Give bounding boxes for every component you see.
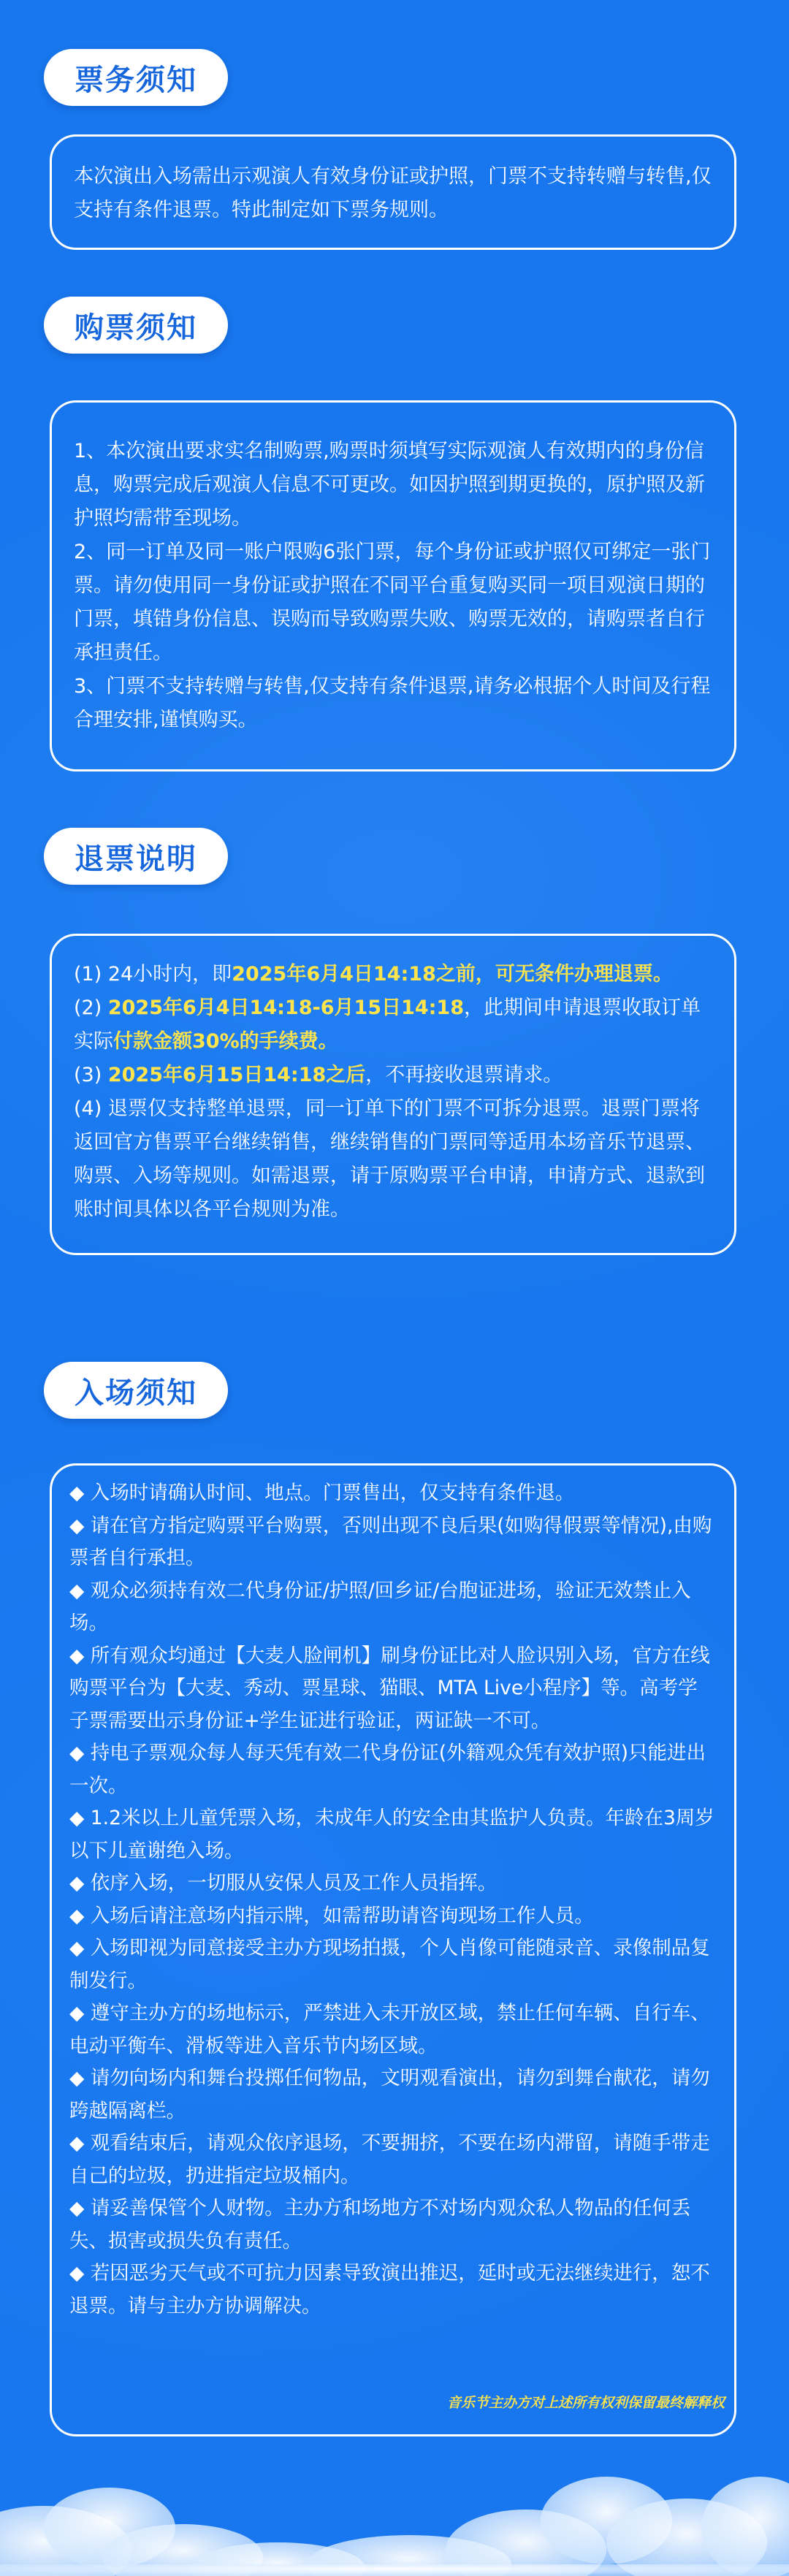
refund-rule-3: (3) 2025年6月15日14:18之后，不再接收退票请求。 [74, 1064, 563, 1086]
entry-rule: ◆ 遵守主办方的场地标示，严禁进入未开放区域，禁止任何车辆、自行车、电动平衡车、滑板等进入音乐节内场区域。 [69, 2002, 710, 2057]
entry-rule: ◆ 请勿向场内和舞台投掷任何物品，文明观看演出，请勿到舞台献花，请勿跨越隔离栏。 [69, 2067, 710, 2122]
entry-rule: ◆ 1.2米以上儿童凭票入场，未成年人的安全由其监护人负责。年龄在3周岁以下儿童谢绝入场。 [69, 1807, 714, 1862]
refund-rule-1: (1) 24小时内，即2025年6月4日14:18之前，可无条件办理退票。 [74, 963, 673, 986]
entry-rule: ◆ 入场时请确认时间、地点。门票售出，仅支持有条件退。 [69, 1482, 575, 1504]
refund-notice-panel [50, 934, 736, 1255]
entry-rule: ◆ 入场后请注意场内指示牌，如需帮助请咨询现场工作人员。 [69, 1904, 594, 1927]
entry-rule: ◆ 若因恶劣天气或不可抗力因素导致演出推迟，延时或无法继续进行，恕不退票。请与主办方协调解决。 [69, 2262, 710, 2317]
purchase-item-3: 3、门票不支持转赠与转售,仅支持有条件退票,请务必根据个人时间及行程合理安排,谨慎购买。 [74, 675, 711, 731]
purchase-item-1: 1、本次演出要求实名制购票,购票时须填写实际观演人有效期内的身份信息，购票完成后观演人信息不可更改。如因护照到期更换的，原护照及新护照均需带至现场。 [74, 440, 705, 530]
purchase-item-2: 2、同一订单及同一账户限购6张门票，每个身份证或护照仅可绑定一张门票。请勿使用同一身份证或护照在不同平台重复购买同一项目观演日期的门票，填错身份信息、误购而导致购票失败、购票无效的，请购票者自行承担责任。 [74, 541, 711, 664]
entry-rule: ◆ 请妥善保管个人财物。主办方和场地方不对场内观众私人物品的任何丢失、损害或损失负有责任。 [69, 2197, 691, 2252]
refund-deadline-highlight: 2025年6月4日14:18之前，可无条件办理退票。 [232, 963, 673, 986]
rights-footer: 音乐节主办方对上述所有权利保留最终解释权 [446, 2395, 725, 2411]
purchase-notice-panel [50, 400, 736, 771]
refund-rule-4: (4) 退票仅支持整单退票，同一订单下的门票不可拆分退票。退票门票将返回官方售票平台继续销售，继续销售的门票同等适用本场音乐节退票、购票、入场等规则。如需退票，请于原购票平台申请，申请方式、退款到账时间具体以各平台规则为准。 [74, 1097, 705, 1221]
entry-notice-title: 入场须知 [44, 1362, 228, 1419]
refund-cutoff-highlight: 2025年6月15日14:18之后 [107, 1064, 366, 1086]
entry-rule: ◆ 入场即视为同意接受主办方现场拍摄，个人肖像可能随录音、录像制品复制发行。 [69, 1937, 710, 1992]
entry-rule: ◆ 观看结束后，请观众依序退场，不要拥挤，不要在场内滞留，请随手带走自己的垃圾，扔进指定垃圾桶内。 [69, 2132, 710, 2187]
entry-notice-panel [50, 1463, 736, 2436]
clouds-decoration [0, 2440, 789, 2576]
ticket-notice-panel [50, 134, 736, 250]
entry-rule: ◆ 观众必须持有效二代身份证/护照/回乡证/台胞证进场，验证无效禁止入场。 [69, 1579, 691, 1634]
entry-rule: ◆ 所有观众均通过【大麦人脸闸机】刷身份证比对人脸识别入场，官方在线购票平台为【大麦、秀动、票星球、猫眼、MTA Live小程序】等。高考学子票需要出示身份证+学生证进行验证，两证缺一不可。 [69, 1644, 710, 1732]
refund-period-highlight: 2025年6月4日14:18-6月15日14:18 [107, 997, 465, 1019]
ticket-notice-text: 本次演出入场需出示观演人有效身份证或护照，门票不支持转赠与转售,仅支持有条件退票。特此制定如下票务规则。 [74, 165, 712, 221]
refund-fee-highlight: 付款金额30%的手续费。 [113, 1030, 338, 1053]
ticket-notice-title: 票务须知 [44, 49, 228, 106]
entry-rule: ◆ 请在官方指定购票平台购票，否则出现不良后果(如购得假票等情况),由购票者自行承担。 [69, 1514, 712, 1569]
purchase-notice-title: 购票须知 [44, 297, 228, 354]
entry-rule: ◆ 持电子票观众每人每天凭有效二代身份证(外籍观众凭有效护照)只能进出一次。 [69, 1742, 706, 1797]
entry-rule: ◆ 依序入场，一切服从安保人员及工作人员指挥。 [69, 1872, 498, 1894]
refund-notice-title: 退票说明 [44, 828, 228, 885]
refund-rule-2: (2) 2025年6月4日14:18-6月15日14:18，此期间申请退票收取订单实际付款金额30%的手续费。 [74, 997, 701, 1053]
